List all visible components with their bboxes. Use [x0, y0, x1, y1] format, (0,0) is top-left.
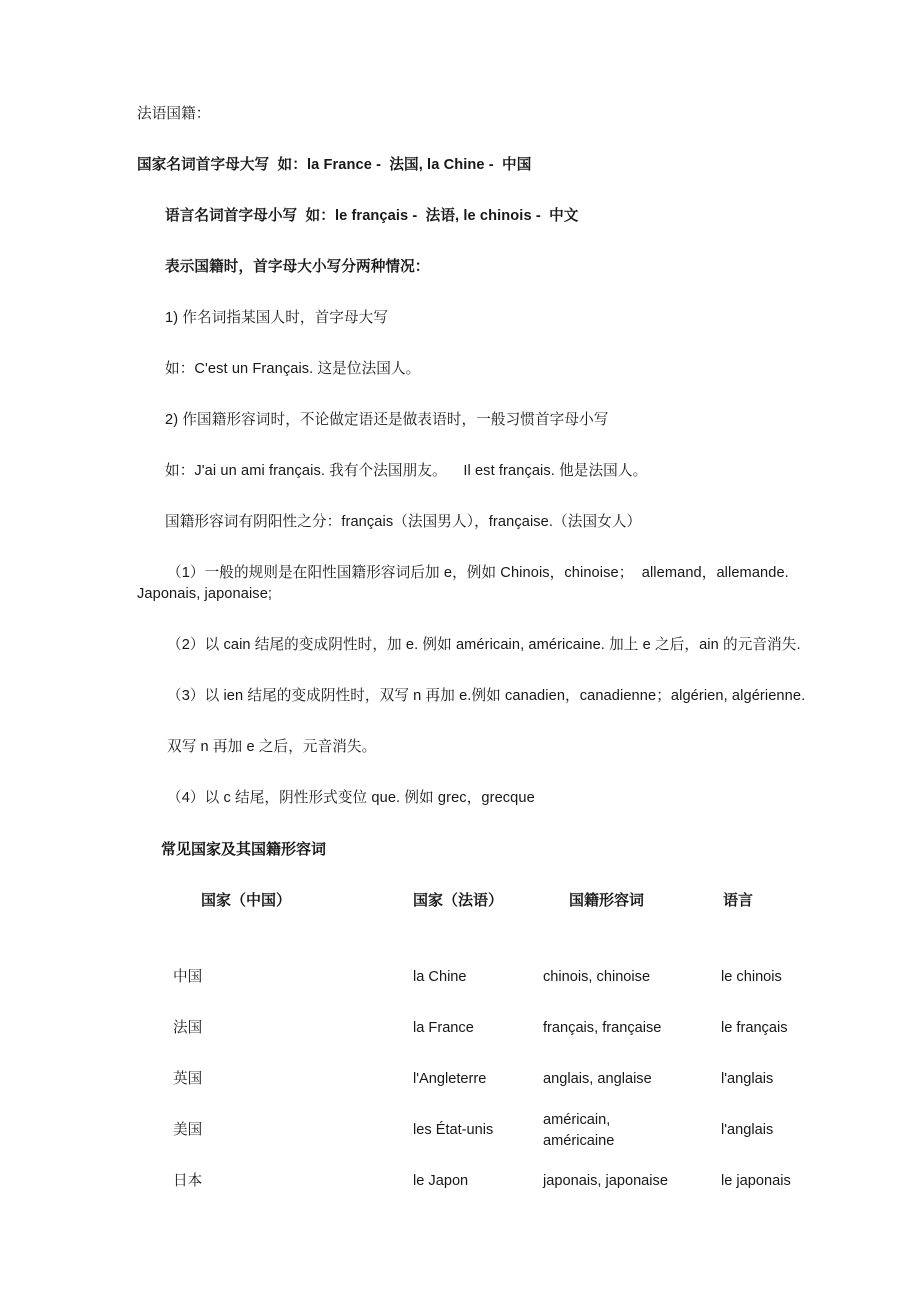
cell-country-fr-label: la Chine	[413, 969, 467, 985]
cell-country-zh-label: 法国	[173, 1020, 203, 1036]
column-header-country-zh	[173, 890, 361, 952]
cell-country-zh	[173, 952, 361, 1003]
column-header-adjective	[501, 890, 681, 952]
cell-adjective-label: japonais, japonaise	[543, 1173, 668, 1189]
paragraph-rule-3: （3）以 ien 结尾的变成阴性时，双写 n 再加 e.例如 canadien，canadienne；algérien, algérienne.	[167, 688, 806, 704]
cell-language	[681, 1156, 813, 1207]
column-header-adjective-label: 国籍形容词	[569, 892, 645, 909]
cell-country-fr-label: la France	[413, 1020, 474, 1036]
paragraph-rule-3-note: 双写 n 再加 e 之后，元音消失。	[167, 739, 377, 755]
column-header-country-zh-label: 国家（中国）	[201, 892, 292, 909]
column-header-country-fr-label: 国家（法语）	[413, 892, 504, 909]
table-row	[173, 952, 813, 1003]
column-header-country-fr	[361, 890, 504, 952]
cell-language-label: le japonais	[721, 1173, 791, 1189]
cell-country-zh-label: 美国	[173, 1122, 203, 1138]
cell-country-zh	[173, 1054, 361, 1105]
cell-language	[681, 1054, 813, 1105]
cell-adjective-label: français, française	[543, 1020, 662, 1036]
paragraph-rule-2: （2）以 cain 结尾的变成阴性时，加 e. 例如 américain, américaine. 加上 e 之后，ain 的元音消失.	[167, 637, 801, 653]
paragraph-case-2: 2) 作国籍形容词时，不论做定语还是做表语时，一般习惯首字母小写	[165, 412, 609, 428]
cell-adjective-label: anglais, anglaise	[543, 1071, 652, 1087]
paragraph-rule-4: （4）以 c 结尾，阴性形式变位 que. 例如 grec，grecque	[167, 790, 535, 806]
cell-country-fr	[361, 1105, 501, 1156]
cell-language-label: l'anglais	[721, 1122, 774, 1138]
paragraph-nationality-two-cases: 表示国籍时，首字母大小写分两种情况：	[165, 259, 430, 275]
cell-adjective	[501, 1054, 681, 1105]
cell-country-fr	[361, 952, 501, 1003]
cell-country-fr	[361, 1003, 501, 1054]
cell-adjective	[501, 952, 681, 1003]
cell-country-fr-label: les État-unis	[413, 1122, 494, 1138]
cell-country-zh	[173, 1105, 361, 1156]
column-header-language	[681, 890, 813, 952]
table-header	[173, 890, 813, 952]
paragraph-language-noun-lowercase: 语言名词首字母小写 如：le français - 法语, le chinois - 中文	[165, 208, 579, 224]
paragraph-gender-distinction: 国籍形容词有阴阳性之分：français（法国男人），française.（法国女人）	[165, 514, 642, 530]
column-header-language-label: 语言	[723, 892, 754, 909]
paragraph-country-noun-capital: 国家名词首字母大写 如：la France - 法国, la Chine - 中国	[137, 157, 532, 173]
paragraph-case-1-example: 如：C'est un Français. 这是位法国人。	[165, 361, 421, 377]
cell-adjective	[501, 1156, 681, 1207]
cell-language	[681, 952, 813, 1003]
cell-adjective	[501, 1003, 681, 1054]
table-section-title: 常见国家及其国籍形容词	[161, 841, 327, 858]
table-row	[173, 1003, 813, 1054]
cell-country-zh-label: 日本	[173, 1173, 203, 1189]
cell-language-label: l'anglais	[721, 1071, 774, 1087]
cell-language-label: le français	[721, 1020, 788, 1036]
document-body	[137, 104, 837, 1207]
cell-language	[681, 1003, 813, 1054]
paragraph-rule-1: （1）一般的规则是在阳性国籍形容词后加 e，例如 Chinois，chinoise； allemand，allemande. Japonais, japonaise;	[137, 565, 793, 602]
cell-country-fr	[361, 1156, 501, 1207]
nationality-table	[173, 890, 813, 1207]
cell-country-zh-label: 中国	[173, 969, 203, 985]
cell-adjective-label: américain, américaine	[543, 1111, 615, 1149]
cell-country-zh-label: 英国	[173, 1071, 203, 1087]
paragraph-case-2-example: 如：J'ai un ami français. 我有个法国朋友。 Il est français. 他是法国人。	[165, 463, 648, 479]
table-row	[173, 1156, 813, 1207]
table-row	[173, 1054, 813, 1105]
table-header-row	[173, 890, 813, 952]
cell-adjective	[501, 1105, 681, 1156]
paragraph-case-1: 1) 作名词指某国人时，首字母大写	[165, 310, 389, 326]
cell-adjective-label: chinois, chinoise	[543, 969, 651, 985]
cell-country-zh	[173, 1003, 361, 1054]
table-body	[173, 952, 813, 1207]
cell-language	[681, 1105, 813, 1156]
page-title: 法语国籍：	[137, 106, 211, 122]
cell-country-zh	[173, 1156, 361, 1207]
cell-country-fr-label: l'Angleterre	[413, 1071, 487, 1087]
cell-language-label: le chinois	[721, 969, 782, 985]
cell-country-fr	[361, 1054, 501, 1105]
cell-country-fr-label: le Japon	[413, 1173, 469, 1189]
table-row	[173, 1105, 813, 1156]
